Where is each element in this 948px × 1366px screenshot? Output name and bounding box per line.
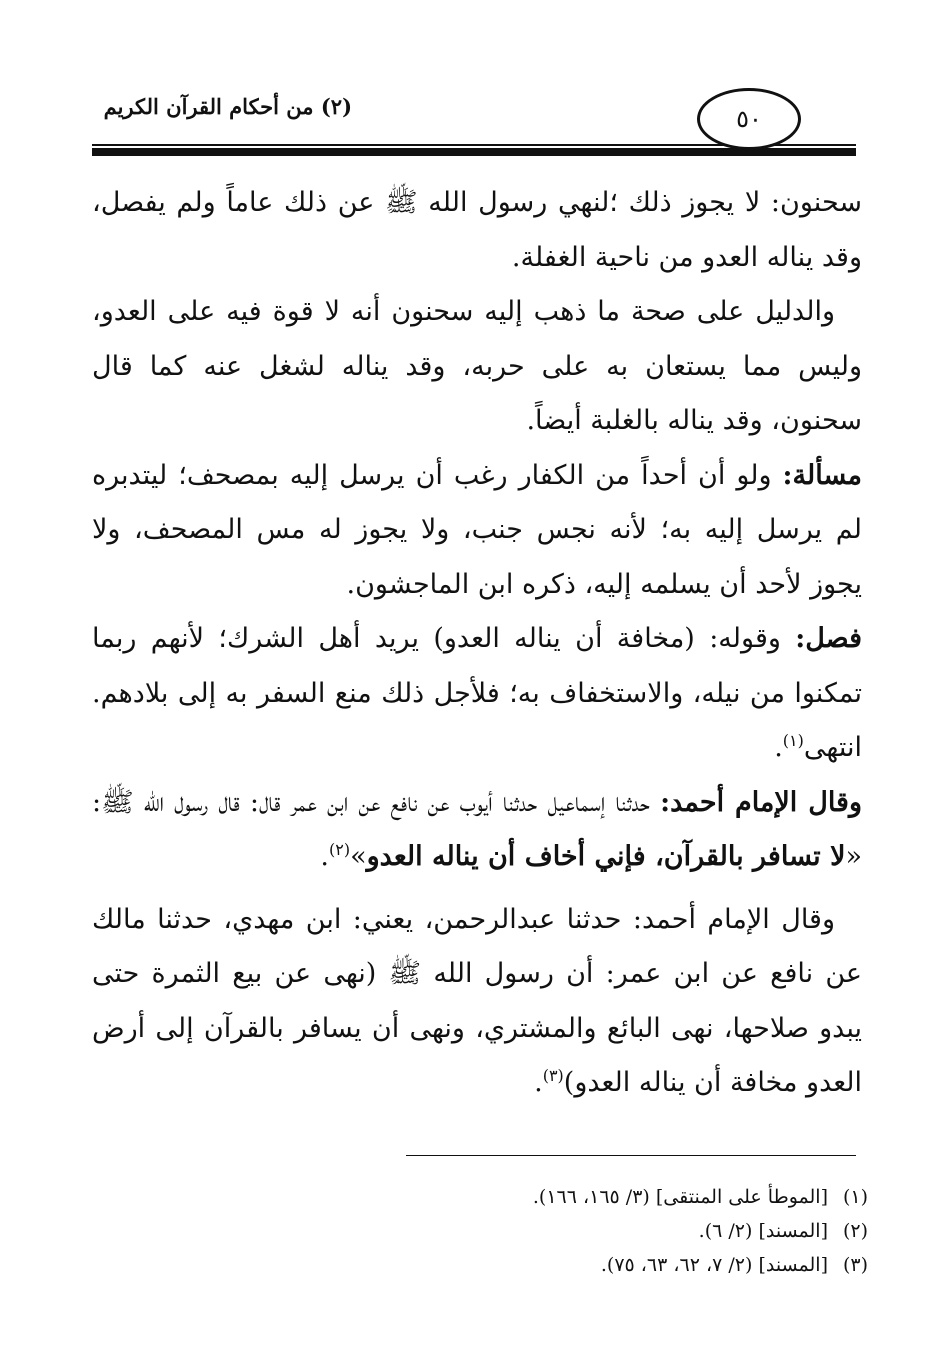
quote-close: » <box>350 841 367 872</box>
footnote-text: [المسند] (٢/ ٦). <box>698 1220 828 1242</box>
paragraph <box>92 776 862 885</box>
paragraph <box>92 285 862 449</box>
footnote-text: [المسند] (٢/ ٧، ٦٢، ٦٣، ٧٥). <box>600 1254 828 1276</box>
paragraph <box>92 176 862 285</box>
footnotes <box>368 1180 868 1282</box>
footnote-ref[interactable]: (٣) <box>542 1066 564 1085</box>
footnote-item <box>368 1180 868 1214</box>
paragraph-lead: وقال الإمام أحمد: <box>660 786 862 818</box>
footnote-ref[interactable]: (١) <box>782 731 804 750</box>
paragraph-lead: فصل: <box>795 623 862 654</box>
page-number-text: ٥٠ <box>736 105 762 133</box>
footnote-item <box>368 1214 868 1248</box>
main-text <box>92 176 862 1111</box>
paragraph-text: والدليل على صحة ما ذهب إليه سحنون أنه لا قوة فيه على العدو، وليس مما يستعان به على حربه، وقد يناله لشغل عنه كما قال سحنون، وقد يناله بالغلبة أيضاً. <box>92 296 862 436</box>
page-number <box>697 88 801 150</box>
paragraph-text: سحنون: لا يجوز ذلك ؛لنهي رسول الله ﷺ عن ذلك عاماً ولم يفصل، وقد يناله العدو من ناحية الغفلة. <box>92 187 862 273</box>
page-header <box>0 0 948 170</box>
footnote-ref[interactable]: (٢) <box>329 840 351 859</box>
paragraph-text: وقوله: (مخافة أن يناله العدو) يريد أهل الشرك؛ لأنهم ربما تمكنوا من نيله، والاستخفاف به؛ فلأجل ذلك منع السفر به إلى بلادهم. انتهى <box>92 623 862 763</box>
running-title: (٢) من أحكام القرآن الكريم <box>103 94 352 119</box>
paragraph-text: وقال الإمام أحمد: حدثنا عبدالرحمن، يعني: ابن مهدي، حدثنا مالك عن نافع عن ابن عمر: أن رسول الله ﷺ (نهى عن بيع الثمرة حتى يبدو صلاحها، نهى البائع والمشتري، ونهى أن يسافر بالقرآن إلى أرض العدو مخافة أن يناله العدو) <box>92 903 862 1098</box>
paragraph-end: . <box>320 841 329 872</box>
paragraph <box>92 893 862 1111</box>
paragraph <box>92 612 862 776</box>
paragraph <box>92 449 862 613</box>
hadith-text: لا تسافر بالقرآن، فإني أخاف أن يناله العدو <box>366 841 846 872</box>
footnote-number: (٣) <box>842 1254 868 1276</box>
footnote-number: (١) <box>842 1186 868 1208</box>
footnote-text: [الموطأ على المنتقى] (٣/ ١٦٥، ١٦٦). <box>532 1186 828 1208</box>
footnote-item <box>368 1248 868 1282</box>
paragraph-text: حدثنا إسماعيل حدثنا أيوب عن نافع عن ابن عمر قال: قال رسول الله ﷺ: « <box>92 786 862 872</box>
footnote-divider <box>406 1155 856 1156</box>
paragraph-text: ولو أن أحداً من الكفار رغب أن يرسل إليه بمصحف؛ ليتدبره لم يرسل إليه به؛ لأنه نجس جنب، ولا يجوز له مس المصحف، ولا يجوز لأحد أن يسلمه إليه، ذكره ابن الماجشون. <box>92 459 862 600</box>
paragraph-end: . <box>534 1067 543 1098</box>
paragraph-lead: مسألة: <box>782 459 862 491</box>
paragraph-end: . <box>774 732 783 763</box>
footnote-number: (٢) <box>842 1220 868 1242</box>
